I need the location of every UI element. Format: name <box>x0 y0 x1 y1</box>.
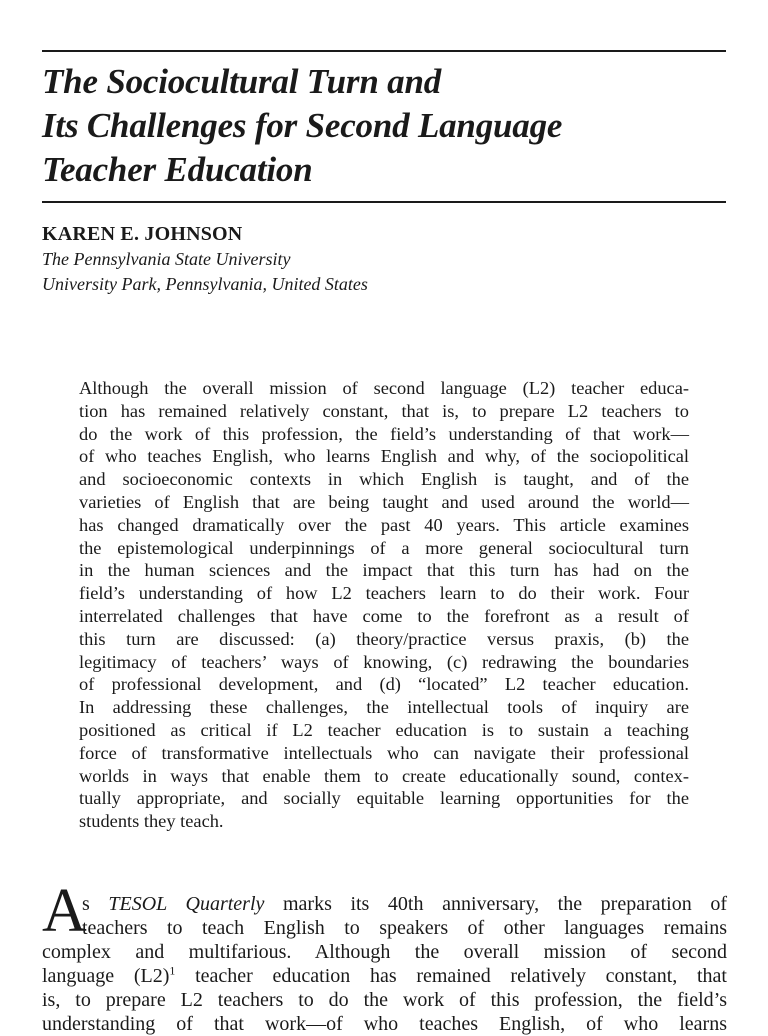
body-line-text: teacher education has remained relatively constant, that <box>175 965 727 987</box>
abstract-line: field’s understanding of how L2 teachers learn to do their work. Four <box>79 583 689 604</box>
abstract-line: the epistemological underpinnings of a more general sociocultural turn <box>79 537 689 558</box>
body-line: understanding of that work—of who teaches English, of who learns <box>42 1013 727 1035</box>
abstract-line: and socioeconomic contexts in which English is taught, and of the <box>79 469 689 490</box>
abstract-line: do the work of this profession, the field’s understanding of that work— <box>79 423 689 444</box>
body-line-text: language (L2) <box>42 965 170 987</box>
body-paragraph <box>42 892 727 1036</box>
abstract-line: in the human sciences and the impact that this turn has had on the <box>79 560 689 581</box>
title-line-2: Its Challenges for Second Language <box>42 106 563 145</box>
abstract-line: legitimacy of teachers’ ways of knowing, (c) redrawing the boundaries <box>79 651 689 672</box>
body-line-text: marks its 40th anniversary, the preparation of <box>264 893 727 915</box>
abstract-line: students they teach. <box>79 811 224 832</box>
abstract-line: has changed dramatically over the past 40 years. This article examines <box>79 514 689 535</box>
abstract-line: tion has remained relatively constant, that is, to prepare L2 teachers to <box>79 400 689 421</box>
author-affiliation-location: University Park, Pennsylvania, United States <box>42 274 368 294</box>
abstract-line: positioned as critical if L2 teacher education is to sustain a teaching <box>79 719 689 740</box>
body-line: complex and multifarious. Although the overall mission of second <box>42 941 727 963</box>
author-affiliation-institution: The Pennsylvania State University <box>42 249 291 269</box>
abstract-line: tually appropriate, and socially equitable learning opportunities for the <box>79 788 689 809</box>
abstract-line: Although the overall mission of second language (L2) teacher educa- <box>79 378 689 398</box>
footnote-marker[interactable]: 1 <box>169 963 176 978</box>
title-line-1: The Sociocultural Turn and <box>42 62 442 101</box>
header-rule-top <box>42 50 726 52</box>
journal-name: TESOL Quarterly <box>108 893 265 915</box>
body-line: teachers to teach English to speakers of other languages remains <box>82 917 727 939</box>
abstract <box>79 377 689 833</box>
title-line-3: Teacher Education <box>42 150 313 189</box>
body-line <box>42 964 727 988</box>
author-name: KAREN E. JOHNSON <box>42 223 243 245</box>
abstract-line: force of transformative intellectuals who can navigate their professional <box>79 742 689 763</box>
body-line <box>42 892 727 916</box>
header-rule-bottom <box>42 201 726 203</box>
abstract-line: of who teaches English, who learns English and why, of the sociopolitical <box>79 446 689 467</box>
body-line: is, to prepare L2 teachers to do the work of this profession, the field’s <box>42 989 727 1011</box>
abstract-line: this turn are discussed: (a) theory/practice versus praxis, (b) the <box>79 628 689 649</box>
abstract-line: interrelated challenges that have come to the forefront as a result of <box>79 605 689 626</box>
abstract-line: varieties of English that are being taught and used around the world— <box>79 491 689 512</box>
abstract-line: In addressing these challenges, the intellectual tools of inquiry are <box>79 697 689 718</box>
drop-cap: A <box>42 877 87 945</box>
body-line-text: s <box>82 893 109 915</box>
abstract-line: worlds in ways that enable them to create educationally sound, contex- <box>79 765 689 786</box>
article-title <box>42 60 742 192</box>
abstract-line: of professional development, and (d) “located” L2 teacher education. <box>79 674 689 695</box>
